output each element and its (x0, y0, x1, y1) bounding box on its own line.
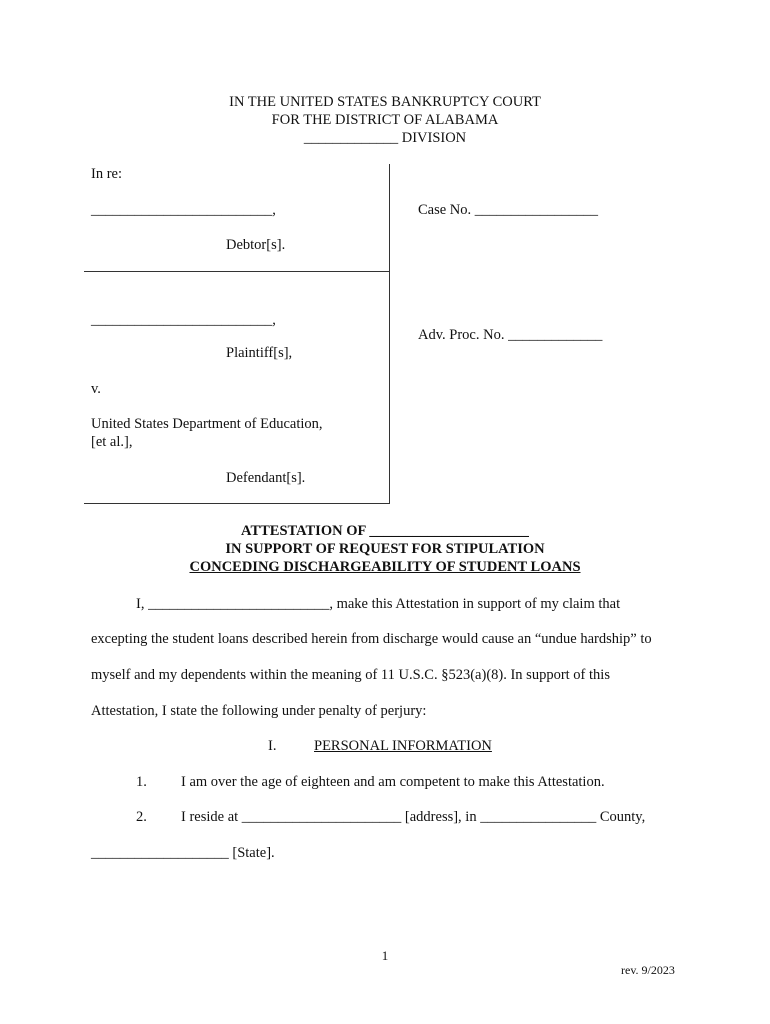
body-paragraph-line2: excepting the student loans described herein from discharge would cause an “undue hardship” to (91, 631, 652, 647)
in-re-label: In re: (91, 166, 122, 182)
court-name: IN THE UNITED STATES BANKRUPTCY COURT (229, 94, 541, 110)
page-number: 1 (381, 948, 389, 963)
document-title-line2: IN SUPPORT OF REQUEST FOR STIPULATION (225, 541, 545, 557)
defendant-label: Defendant[s]. (226, 470, 306, 486)
plaintiff-name-field: _________________________, (91, 312, 276, 328)
case-number-field: Case No. _________________ (418, 202, 599, 218)
section-heading: PERSONAL INFORMATION (314, 738, 492, 754)
adversary-proceeding-number-field: Adv. Proc. No. _____________ (418, 327, 603, 343)
item-number: 1. (136, 774, 147, 790)
document-title-line3: CONCEDING DISCHARGEABILITY OF STUDENT LOANS (189, 559, 581, 575)
defendant-et-al: [et al.], (91, 434, 133, 450)
item-text: I am over the age of eighteen and am competent to make this Attestation. (181, 774, 605, 790)
document-title-line1: ATTESTATION OF ______________________ (241, 523, 529, 539)
section-numeral: I. (268, 738, 277, 754)
caption-vertical-divider (389, 164, 390, 504)
revision-date: rev. 9/2023 (621, 963, 675, 977)
plaintiff-label: Plaintiff[s], (226, 345, 293, 361)
body-paragraph-line3: myself and my dependents within the meaning of 11 U.S.C. §523(a)(8). In support of this (91, 667, 610, 683)
court-district: FOR THE DISTRICT OF ALABAMA (271, 112, 499, 128)
debtor-name-field: _________________________, (91, 202, 276, 218)
caption-bottom-rule (84, 503, 390, 504)
item-number: 2. (136, 809, 147, 825)
body-paragraph-line4: Attestation, I state the following under penalty of perjury: (91, 703, 427, 719)
court-division: _____________ DIVISION (303, 130, 467, 146)
debtor-label: Debtor[s]. (226, 237, 286, 253)
defendant-name: United States Department of Education, (91, 416, 323, 432)
versus-label: v. (91, 381, 101, 397)
item-continuation: ___________________ [State]. (91, 845, 275, 861)
caption-mid-rule (84, 271, 390, 272)
body-paragraph-line1: I, _________________________, make this Attestation in support of my claim that (136, 596, 621, 612)
item-text: I reside at ______________________ [address], in ________________ County, (181, 809, 646, 825)
